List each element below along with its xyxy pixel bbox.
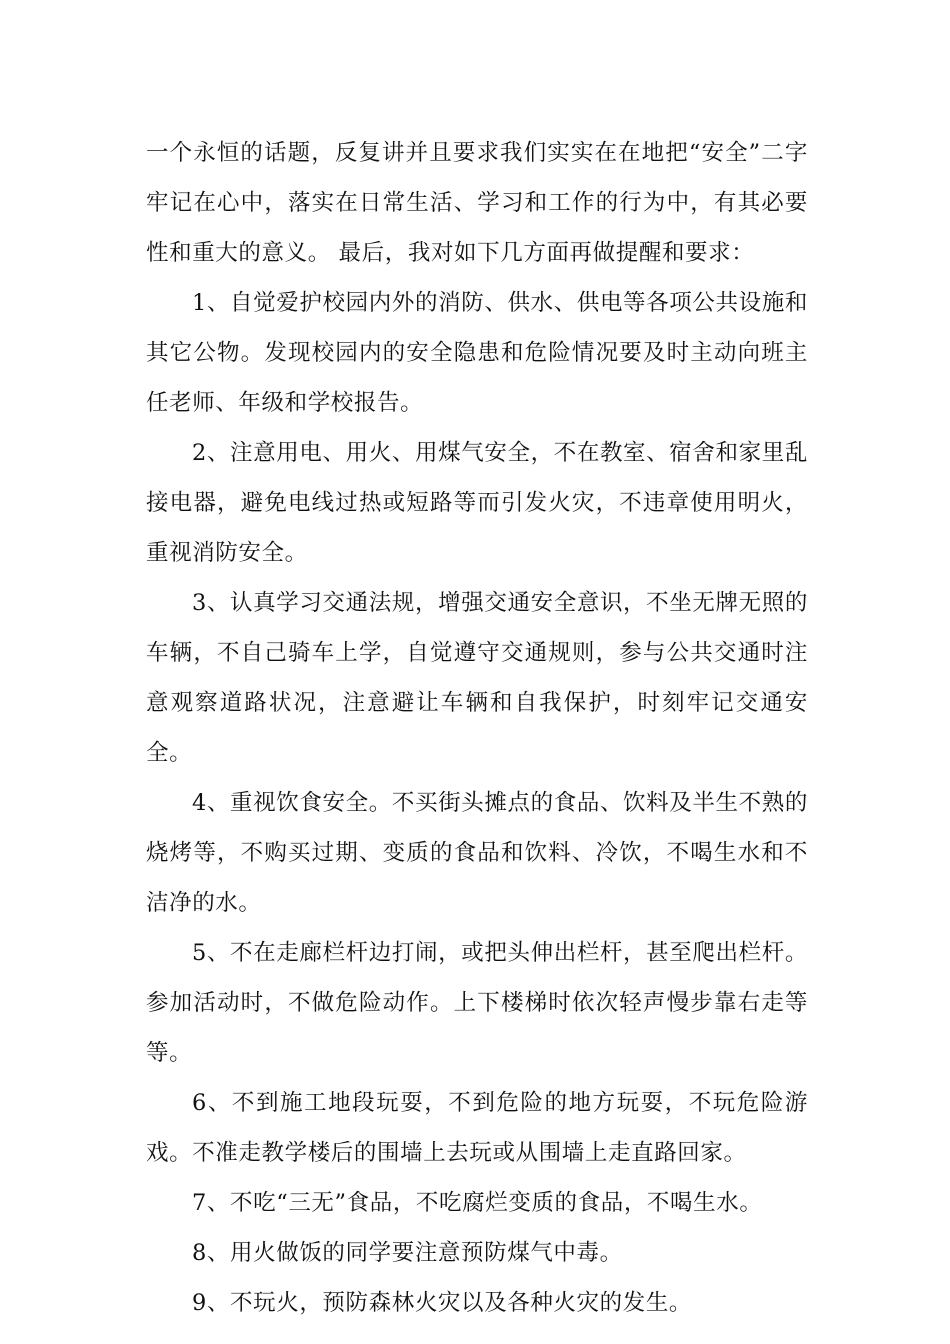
paragraph-item-8: 8、用火做饭的同学要注意预防煤气中毒。 — [192, 1240, 623, 1266]
paragraph-intro: 一个永恒的话题，反复讲并且要求我们实实在在地把“安全”二字牢记在心中，落实在日常生活、学习和工作的行为中，有其必要性和重大的意义。 最后，我对如下几方面再做提醒和要求： — [146, 140, 808, 266]
paragraph-item-2: 2、注意用电、用火、用煤气安全，不在教室、宿舍和家里乱接电器，避免电线过热或短路等而引发火灾，不违章使用明火，重视消防安全。 — [146, 440, 808, 566]
paragraph-item-6: 6、不到施工地段玩耍，不到危险的地方玩耍，不玩危险游戏。不准走教学楼后的围墙上去玩或从围墙上走直路回家。 — [146, 1090, 808, 1166]
paragraph-item-3: 3、认真学习交通法规，增强交通安全意识，不坐无牌无照的车辆，不自己骑车上学，自觉遵守交通规则，参与公共交通时注意观察道路状况，注意避让车辆和自我保护，时刻牢记交通安全。 — [146, 590, 808, 766]
paragraph-item-9: 9、不玩火，预防森林火灾以及各种火灾的发生。 — [192, 1290, 693, 1316]
paragraph-item-7: 7、不吃“三无”食品，不吃腐烂变质的食品，不喝生水。 — [192, 1190, 763, 1216]
paragraph-item-4: 4、重视饮食安全。不买街头摊点的食品、饮料及半生不熟的烧烤等，不购买过期、变质的食品和饮料、冷饮，不喝生水和不洁净的水。 — [146, 790, 808, 916]
paragraph-item-5: 5、不在走廊栏杆边打闹，或把头伸出栏杆，甚至爬出栏杆。参加活动时，不做危险动作。上下楼梯时依次轻声慢步靠右走等等。 — [146, 940, 808, 1066]
document-body — [146, 128, 808, 1328]
paragraph-item-1: 1、自觉爱护校园内外的消防、供水、供电等各项公共设施和其它公物。发现校园内的安全隐患和危险情况要及时主动向班主任老师、年级和学校报告。 — [146, 290, 808, 416]
